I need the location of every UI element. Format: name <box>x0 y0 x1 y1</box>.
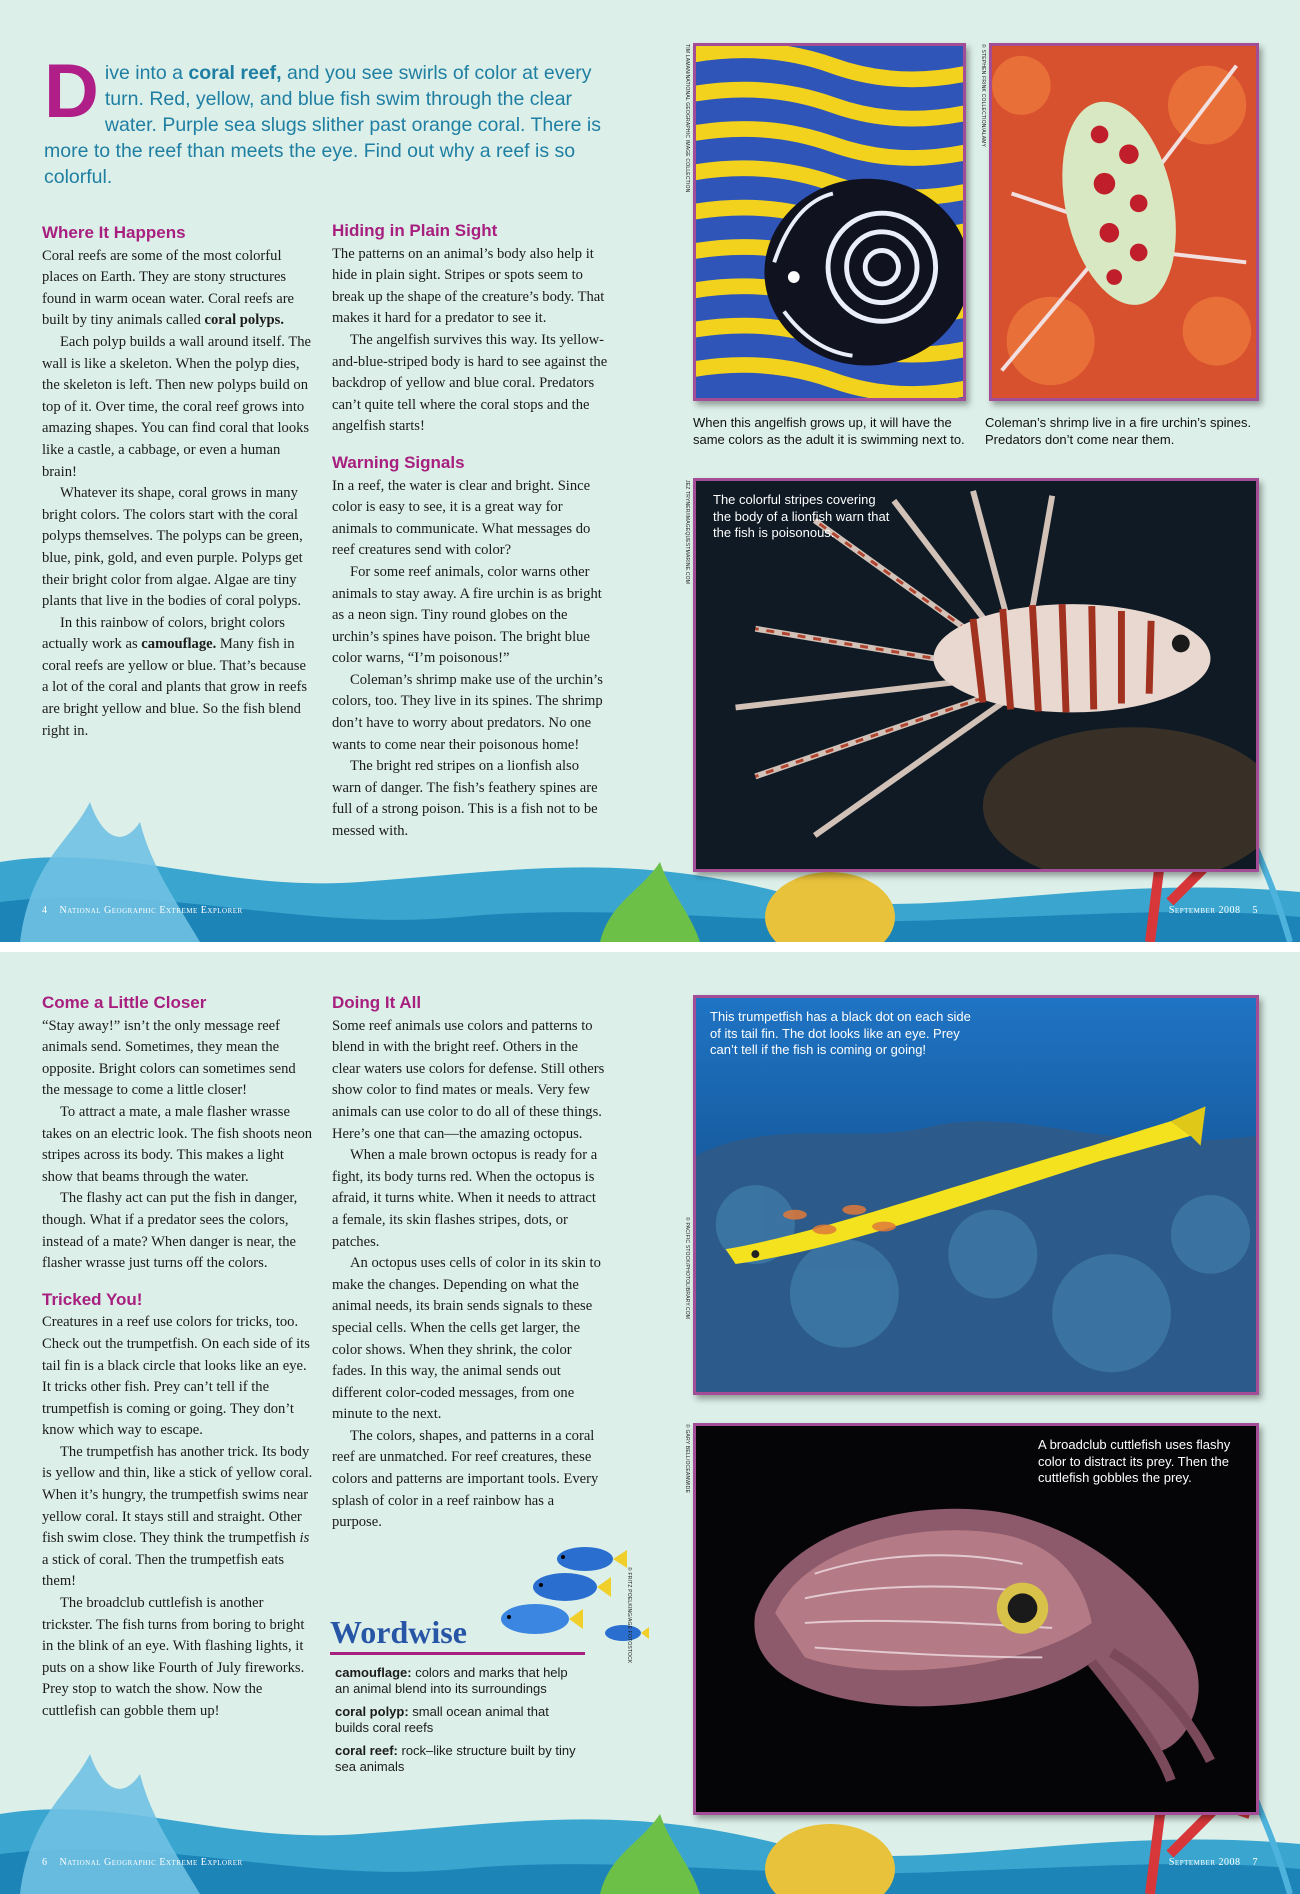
angelfish-caption: When this angelfish grows up, it will have the same colors as the adult it is swimming next to. <box>693 415 965 447</box>
paragraph: The patterns on an animal’s body also help it hide in plain sight. Stripes or spots seem to break up the shape of the creature’s body. That makes it hard for a predator to see it. <box>332 245 605 327</box>
paragraph: In a reef, the water is clear and bright. Since color is easy to see, it is a great way for animals to communicate. What messages do reef creatures send with color? <box>332 477 591 559</box>
heading-where-it-happens: Where It Happens <box>42 223 186 242</box>
paragraph: The broadclub cuttlefish is another trickster. The fish turns from boring to bright in the blink of an eye. With flashing lights, it puts on a show like Fourth of July fireworks. Prey stop to watch the show. Now the cuttlefish can gobble them up! <box>42 1595 305 1719</box>
column-doing-it-all <box>332 992 606 1534</box>
intro-paragraph: Dive into a coral reef, and you see swirls of color at every turn. Red, yellow, and blue fish swim through the clear water. Purple sea slugs slither past orange coral. There is more to the reef than meets the eye. Find out why a reef is so colorful. <box>44 49 601 188</box>
glossary-entry-coral-polyp: coral polyp: small ocean animal that builds coral reefs <box>335 1704 549 1735</box>
spread-pages-4-5 <box>0 0 1300 942</box>
glossary-entry-camouflage: camouflage: colors and marks that help an animal blend into its surroundings <box>335 1665 568 1696</box>
lionfish-caption: The colorful stripes covering the body of a lionfish warn that the fish is poisonous. <box>713 492 890 540</box>
wordwise-glossary <box>330 1614 650 1782</box>
paragraph: Each polyp builds a wall around itself. The wall is like a skeleton. When the polyp dies, the skeleton is left. Then new polyps build on top of it. Over time, the coral reef grows into amazing shapes. You can find coral that looks like a castle, a cabbage, or even a human brain! <box>42 333 312 480</box>
paragraph: Creatures in a reef use colors for tricks, too. Check out the trumpetfish. On each side of its tail fin is a black circle that looks like an eye. It tricks other fish. Prey can’t tell if the trumpetfish is coming or going. They don’t know which way to escape. <box>42 1314 310 1439</box>
folio-left: 6 National Geographic Extreme Explorer <box>42 1857 243 1868</box>
heading-come-a-little-closer: Come a Little Closer <box>42 993 207 1012</box>
photo-credit: © FRITZ POELKING/AGE FOTOSTOCK <box>626 1567 632 1664</box>
paragraph: An octopus uses cells of color in its skin to make the changes. Depending on what the animal needs, its brain sends signals to these special cells. When the cells get larger, the color shows. When they shrink, the color fades. In this way, the animal sends out different color-coded messages, from one minute to the next. <box>332 1255 601 1423</box>
drop-cap: D <box>44 49 99 134</box>
photo-credit: © GARY BELL/OCEANWIDE <box>684 1424 690 1494</box>
shrimp-photo <box>989 43 1259 401</box>
photo-credit: © STEPHEN FRINK COLLECTION/ALAMY <box>980 44 986 148</box>
paragraph: When a male brown octopus is ready for a fight, its body turns red. When the octopus is afraid, it turns white. When it needs to attract a female, its skin flashes stripes, dots, or patches. <box>332 1147 598 1250</box>
paragraph: The colors, shapes, and patterns in a coral reef are unmatched. For reef creatures, these colors and patterns are important tools. Every splash of color in a reef rainbow has a purpose. <box>332 1427 599 1531</box>
column-closer-tricked <box>42 992 316 1723</box>
paragraph: Coral reefs are some of the most colorful places on Earth. They are stony structures found in warm ocean water. Coral reefs are built by tiny animals called coral polyps. <box>42 247 295 329</box>
paragraph: Coleman’s shrimp make use of the urchin’s colors, too. They live in its spines. The shrimp don’t have to worry about predators. No one wants to come near their poisonous home! <box>332 671 603 753</box>
paragraph: “Stay away!” isn’t the only message reef animals send. Sometimes, they mean the opposite. Bright colors can sometimes send the message to come a little closer! <box>42 1017 296 1099</box>
paragraph: Some reef animals use colors and patterns to blend in with the bright reef. Others in the clear waters use colors for defense. Still others show color to find mates or meals. Very few animals can use color to do all of these things. Here’s one that can—the amazing octopus. <box>332 1017 605 1142</box>
trumpetfish-caption: This trumpetfish has a black dot on each side of its tail fin. The dot looks like an eye. Prey can’t tell if the fish is coming or going! <box>710 1009 971 1057</box>
glossary-entry-coral-reef: coral reef: rock–like structure built by tiny sea animals <box>335 1743 576 1774</box>
column-where-it-happens <box>42 222 314 742</box>
paragraph: The angelfish survives this way. Its yellow-and-blue-striped body is hard to see against the backdrop of yellow and blue coral. Predators can’t quite tell where the coral stops and the angelfish starts! <box>332 331 608 435</box>
folio-right: September 2008 5 <box>1168 905 1258 916</box>
photo-credit: © PACIFIC STOCK/PHOTOLIBRARY.COM <box>684 1217 690 1320</box>
folio-left: 4 National Geographic Extreme Explorer <box>42 905 243 916</box>
paragraph: The trumpetfish has another trick. Its body is yellow and thin, like a stick of yellow coral. When it’s hungry, the trumpetfish swims near yellow coral. It stays still and straight. Other fish swim close. They think the trumpetfish is a stick of coral. Then the trumpetfish eats them! <box>42 1443 313 1590</box>
cuttlefish-caption: A broadclub cuttlefish uses flashy color to distract its prey. Then the cuttlefish gobbles the prey. <box>1038 1437 1231 1485</box>
shrimp-caption: Coleman’s shrimp live in a fire urchin’s spines. Predators don’t come near them. <box>985 415 1252 447</box>
heading-doing-it-all: Doing It All <box>332 993 422 1012</box>
photo-credit: TIM LAMAN/NATIONAL GEOGRAPHIC IMAGE COLLECTION <box>684 44 690 193</box>
paragraph: In this rainbow of colors, bright colors actually work as camouflage. Many fish in coral reefs are yellow or blue. That’s because a lot of the coral and plants that grow in reefs are bright yellow and blue. So the fish blend right in. <box>42 614 308 739</box>
heading-warning-signals: Warning Signals <box>332 452 465 472</box>
photo-credit: JEZ TRYNER/IMAGEQUESTMARINE.COM <box>684 480 690 585</box>
paragraph: The bright red stripes on a lionfish also warn of danger. The fish’s feathery spines are full of a strong poison. This is a fish not to be messed with. <box>332 758 598 840</box>
heading-hiding-in-plain-sight: Hiding in Plain Sight <box>332 221 498 240</box>
folio-right: September 2008 7 <box>1168 1857 1258 1868</box>
angelfish-photo <box>693 43 966 401</box>
spread-pages-6-7 <box>0 952 1300 1894</box>
paragraph: For some reef animals, color warns other animals to stay away. A fire urchin is as bright as a neon sign. Tiny round globes on the urchin’s spines have poison. The bright blue color warns, “I’m poisonous!” <box>332 563 602 667</box>
paragraph: To attract a mate, a male flasher wrasse takes on an electric look. The fish shoots neon stripes across its body. This makes a light show that beams through the water. <box>42 1103 313 1185</box>
heading-tricked-you: Tricked You! <box>42 1289 143 1309</box>
paragraph: The flashy act can put the fish in danger, though. What if a predator sees the colors, instead of a mate? When danger is near, the flasher wrasse just turns off the colors. <box>42 1190 298 1272</box>
wordwise-rule <box>330 1652 585 1655</box>
paragraph: Whatever its shape, coral grows in many bright colors. The colors start with the coral polyps themselves. The polyps can be green, blue, pink, gold, and even purple. Polyps get their bright color from algae. Algae are tiny plants that live in the bodies of coral polyps. <box>42 485 303 610</box>
page-gap <box>0 942 1300 952</box>
column-hiding-warning <box>332 220 608 843</box>
wordwise-title: Wordwise <box>330 1614 467 1650</box>
